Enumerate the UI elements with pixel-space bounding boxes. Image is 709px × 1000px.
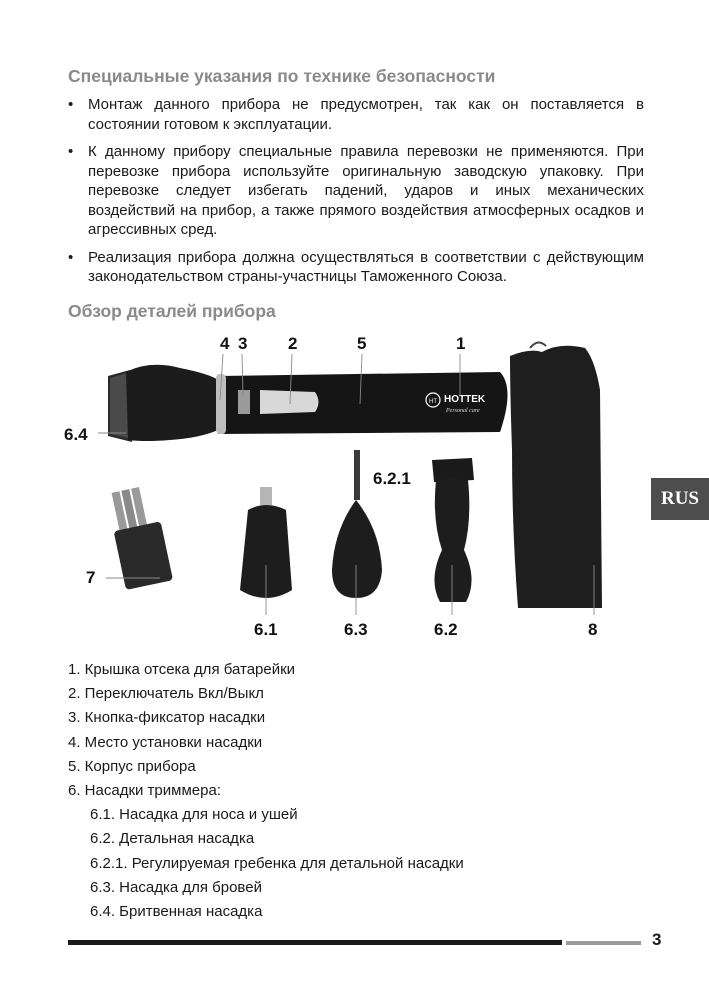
parts-item: 4. Место установки насадки — [68, 733, 263, 751]
callout-6-2-1: 6.2.1 — [373, 469, 411, 488]
bullet-marker: • — [68, 96, 74, 113]
callout-7: 7 — [86, 568, 96, 587]
callout-4: 4 — [220, 334, 230, 353]
product-figure — [60, 330, 650, 645]
callout-3: 3 — [238, 334, 248, 353]
brand-subtitle: Personal care — [446, 408, 480, 414]
parts-list — [68, 658, 464, 924]
power-switch[interactable] — [260, 390, 319, 414]
safety-item: • К данному прибору специальные правила перевозки не применяются. При перевозке прибора используйте оригинальную заводскую упаковку. При перевозке следует избегать падений, ударов и иных механических воздействий на прибор, а также прямого воздействия атмосферных осадков и агрессивных сред. — [68, 143, 644, 238]
brand-badge: HT — [429, 399, 437, 405]
callout-8: 8 — [588, 620, 598, 639]
parts-subitem: 6.1. Насадка для носа и ушей — [90, 806, 298, 824]
parts-item: 1. Крышка отсека для батарейки — [68, 661, 296, 678]
parts-item: 3. Кнопка-фиксатор насадки — [68, 709, 266, 727]
parts-subitem: 6.4. Бритвенная насадка — [90, 903, 263, 921]
storage-bag — [510, 342, 602, 608]
trimmer-main-unit — [108, 365, 508, 442]
bullet-marker: • — [68, 248, 74, 266]
parts-item: 5. Корпус прибора — [68, 757, 196, 775]
parts-subitem: 6.2.1. Регулируемая гребенка для детальной насадки — [90, 854, 464, 872]
callout-6-2: 6.2 — [434, 620, 458, 639]
safety-item: • Реализация прибора должна осуществляться в соответствии с действующим законодательством страны-участницы Таможенного Союза. — [68, 248, 644, 285]
product-illustration — [60, 330, 650, 645]
footer-rule-grey — [566, 941, 641, 945]
callout-6-3: 6.3 — [344, 620, 368, 639]
parts-subitem: 6.2. Детальная насадка — [90, 830, 255, 848]
callout-5: 5 — [357, 334, 367, 353]
parts-subitem: 6.3. Насадка для бровей — [90, 878, 262, 896]
footer-rule-dark — [68, 940, 562, 945]
overview-heading: Обзор деталей прибора — [68, 301, 276, 321]
parts-item: 2. Переключатель Вкл/Выкл — [68, 685, 264, 703]
language-tab: RUS — [651, 478, 709, 520]
detail-attachment — [432, 458, 474, 602]
callout-1: 1 — [456, 334, 466, 353]
page-number: 3 — [652, 930, 662, 949]
callout-6-1: 6.1 — [254, 620, 278, 639]
bullet-marker: • — [68, 143, 74, 160]
callout-6-4: 6.4 — [64, 425, 88, 444]
callout-2: 2 — [288, 334, 298, 353]
brand-logo: HOTTEK — [444, 394, 486, 405]
safety-item: • Монтаж данного прибора не предусмотрен, так как он поставляется в состоянии готовом к эксплуатации. — [68, 96, 644, 133]
lock-button — [238, 390, 250, 414]
safety-list — [68, 95, 644, 295]
parts-item: 6. Насадки триммера: — [68, 782, 221, 800]
safety-heading: Специальные указания по технике безопасности — [68, 66, 496, 86]
cleaning-brush — [106, 484, 173, 590]
